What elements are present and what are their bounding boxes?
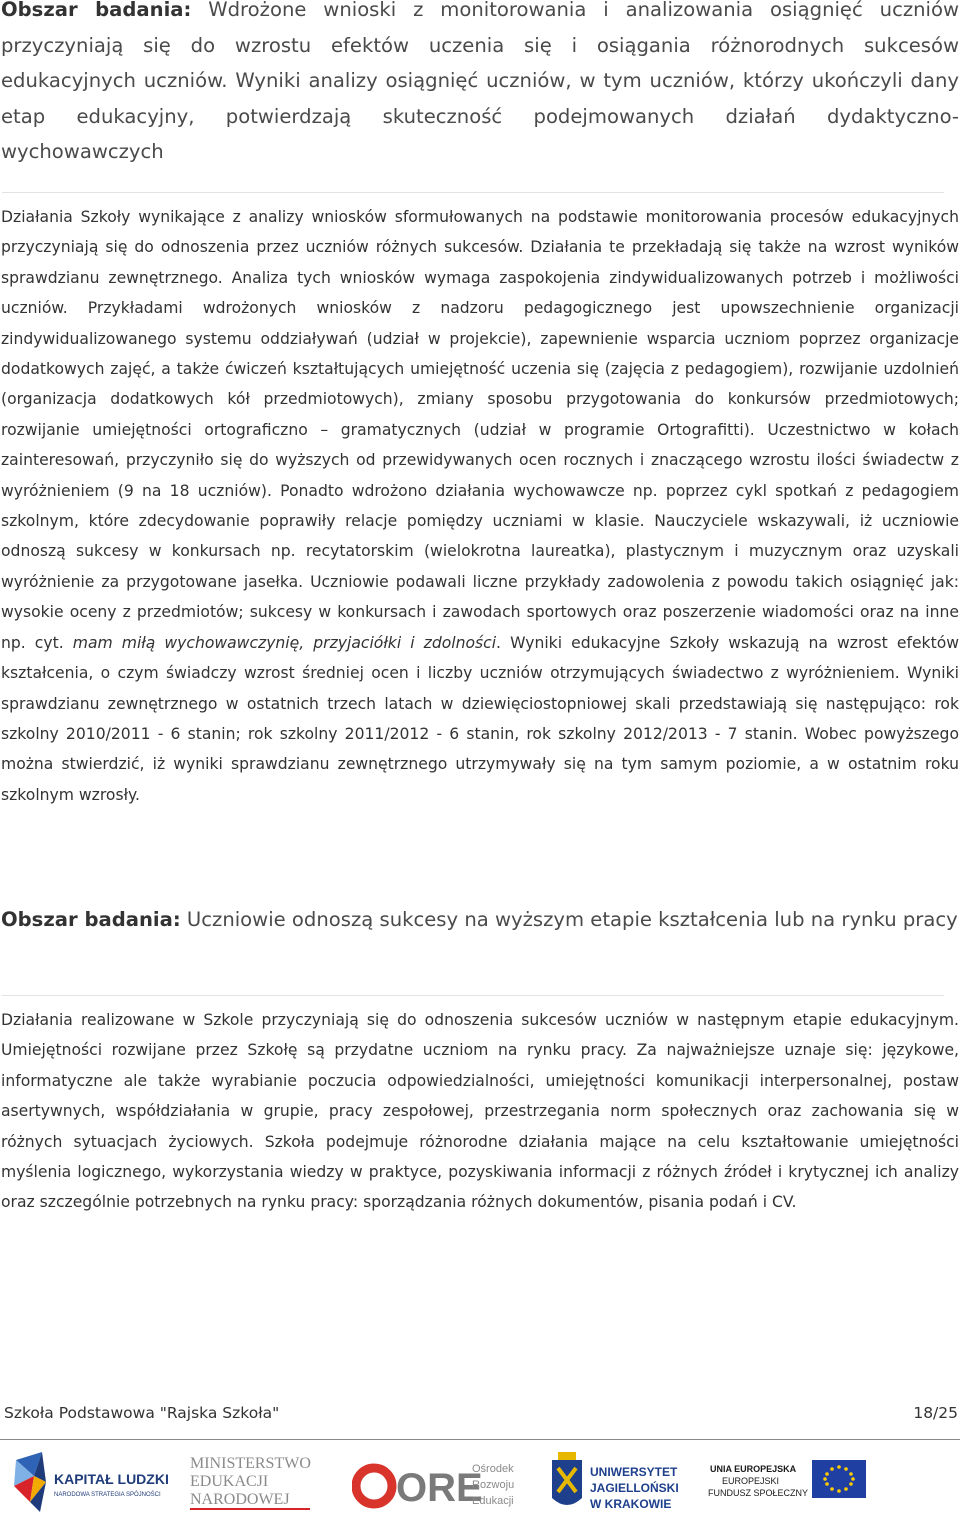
logo-text: EUROPEJSKI [722,1476,780,1486]
page-footer [4,1404,958,1422]
logo-text: NARODOWA STRATEGIA SPÓJNOŚCI [54,1492,161,1498]
section-label: Obszar badania: [1,908,181,931]
section-heading [1,902,959,938]
page-number: 18/25 [913,1404,958,1422]
logo-text: MINISTERSTWO [190,1455,311,1472]
logo-text: FUNDUSZ SPOŁECZNY [708,1488,809,1498]
logo-text: Rozwoju [472,1479,515,1491]
logo-text: W KRAKOWIE [590,1497,672,1511]
logo-text: Ośrodek [472,1463,514,1475]
body-text-part: Działania Szkoły wynikające z analizy wniosków sformułowanych na podstawie monitorowania procesów edukacyjnych przyczyniają się do odnoszenia przez uczniów różnych sukcesów. Działania te przekładają się także na wzrost wyników sprawdzianu zewnętrznego. Analiza tych wniosków wymaga zaspokojenia zindywidualizowanych potrzeb i możliwości uczniów. Przykładami wdrożonych wniosków z nadzoru pedagogicznego jest upowszechnienie organizacji zindywidualizowanego systemu oddziaływań (udział w projekcie), zapewnienie wsparcia uczniom poprzez organizacje dodatkowych zajęć, a także ćwiczeń kształtujących umiejętność uczenia się (zajęcia z pedagogiem), rozwijanie uzdolnień (organizacja dodatkowych kół przedmiotowych), zmiany sposobu przygotowania do konkursów przedmiotowych; rozwijanie umiejętności ortograficzno – gramatycznych (udział w programie Ortografitti). Uczestnictwo w kołach zainteresowań, przyczyniło się do wyższych od przewidywanych ocen rocznych i znaczącego wzrostu ilości świadectw z wyróżnieniem (9 na 18 uczniów). Ponadto wdrożono działania wychowawcze np. poprzez cykl spotkań z pedagogiem szkolnym, które zdecydowanie poprawiły relacje pomiędzy uczniami w klasie. Nauczyciele wskazywali, iż uczniowie odnoszą sukcesy w konkursach np. recytatorskim (wielokrotna laureatka), plastycznym i muzycznym oraz uzyskali wyróżnienie za przygotowane jasełka. Uczniowie podawali liczne przykłady zadowolenia z powodu takich osiągnięć jak: wysokie oceny z przedmiotów; sukcesy w konkursach i zawodach sportowych oraz poszerzenie wiadomości oraz na inne np. cyt. [1,208,959,652]
body-quote: mam miłą wychowawczynię, przyjaciółki i zdolności [72,633,497,652]
section-divider [2,192,944,193]
kapital-ludzki-logo [10,1446,170,1526]
footer-school-name: Szkoła Podstawowa "Rajska Szkoła" [4,1404,280,1422]
logo-text: EDUKACJI [190,1473,269,1490]
logo-text: KAPITAŁ LUDZKI [54,1471,169,1487]
ore-mark: ORE [396,1466,483,1510]
logo-text: UNIWERSYTET [590,1465,678,1479]
section-title: Wdrożone wnioski z monitorowania i analizowania osiągnięć uczniów przyczyniają się do wzrostu efektów uczenia się i osiągania różnorodnych sukcesów edukacyjnych uczniów. Wyniki analizy osiągnięć uczniów, w tym uczniów, którzy ukończyli dany etap edukacyjny, potwierdzają skuteczność podejmowanych działań dydaktyczno-wychowawczych [1,0,960,163]
section-body: Działania realizowane w Szkole przyczyniają się do odnoszenia sukcesów uczniów w następnym etapie edukacyjnym. Umiejętności rozwijane przez Szkołę są przydatne uczniom na rynku pracy. Za najważniejsze uznaje się: językowe, informatyczne ale także wyrabianie poczucia odpowiedzialności, umiejętności komunikacji interpersonalnej, postaw asertywnych, współdziałania w grupie, pracy zespołowej, przestrzegania norm społecznych oraz zachowania się w różnych sytuacjach życiowych. Szkoła podejmuje różnorodne działania mające na celu kształtowanie umiejętności myślenia logicznego, wykorzystania wiedzy w praktyce, pozyskiwania informacji z różnych źródeł i krytycznej ich analizy oraz szczególnie potrzebnych na rynku pracy: sporządzania różnych dokumentów, pisania podań i CV. [1,1011,959,1212]
logo-text: NARODOWEJ [190,1491,290,1508]
logo-text: Edukacji [472,1495,514,1507]
section-body [1,202,959,810]
body-text-part: . Wyniki edukacyjne Szkoły wskazują na wzrost efektów kształcenia, o czym świadczy wzrost średniej ocen i liczby uczniów otrzymujących świadectwo z wyróżnieniem. Wyniki sprawdzianu zewnętrznego w ostatnich trzech latach w dziewięciostopniowej skali przedstawiają się następująco: rok szkolny 2010/2011 - 6 stanin; rok szkolny 2011/2012 - 6 stanin, rok szkolny 2012/2013 - 7 stanin. Wobec powyższego można stwierdzić, iż wyniki sprawdzianu zewnętrznego utrzymywały się na tym samym poziomie, a w ostatnim roku szkolnym wzrosły. [1,633,959,804]
kapital-ludzki-emblem [10,1446,170,1526]
section-label: Obszar badania: [1,0,192,21]
footer-divider [0,1439,960,1440]
logo-text: JAGIELLOŃSKI [590,1481,679,1495]
eu-logo [708,1446,868,1526]
ore-logo [352,1446,522,1526]
logo-text: UNIA EUROPEJSKA [710,1464,797,1474]
sponsor-logos [0,1446,960,1526]
men-logo [190,1446,320,1526]
section-heading [1,0,959,170]
section-divider [2,995,944,996]
section-title: Uczniowie odnoszą sukcesy na wyższym etapie kształcenia lub na rynku pracy [186,908,958,931]
uj-logo [548,1446,688,1526]
